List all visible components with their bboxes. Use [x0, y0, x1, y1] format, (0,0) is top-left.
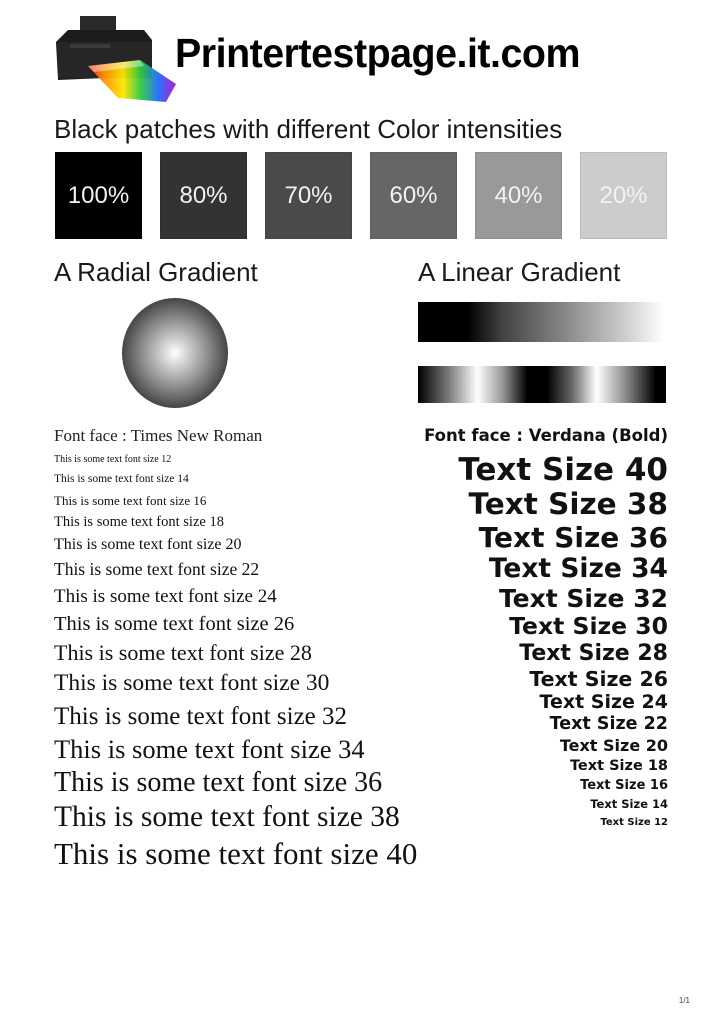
times-line: This is some text font size 18: [54, 513, 224, 530]
times-line: This is some text font size 36: [54, 767, 383, 798]
times-line: This is some text font size 24: [54, 585, 277, 607]
times-line: This is some text font size 32: [54, 702, 348, 730]
times-line: This is some text font size 40: [54, 835, 418, 871]
linear-gradient-heading: A Linear Gradient: [418, 257, 621, 287]
times-line: This is some text font size 12: [54, 454, 172, 465]
verdana-line: Text Size 32: [498, 584, 668, 613]
times-line: This is some text font size 38: [54, 801, 400, 833]
patch-60: [370, 152, 457, 239]
radial-gradient-heading: A Radial Gradient: [54, 257, 258, 287]
times-line: This is some text font size 26: [54, 612, 295, 635]
patch-70: [265, 152, 352, 239]
patch-80: [160, 152, 247, 239]
times-line: This is some text font size 28: [54, 640, 312, 665]
patches-heading: Black patches with different Color intensities: [54, 114, 563, 144]
verdana-line: Text Size 20: [559, 735, 668, 755]
banded-gradient-swatch: [418, 366, 666, 403]
verdana-line: Text Size 34: [488, 552, 668, 584]
verdana-line: Text Size 30: [509, 612, 668, 640]
patch-100: [55, 152, 142, 239]
verdana-line: Text Size 12: [600, 816, 668, 828]
times-size-list: [54, 455, 417, 869]
verdana-line: Text Size 28: [519, 640, 668, 666]
verdana-line: Text Size 38: [468, 487, 668, 521]
times-line: This is some text font size 20: [54, 536, 242, 553]
patch-label: 60%: [389, 181, 438, 209]
patch-label: 40%: [494, 181, 543, 209]
verdana-line: Text Size 18: [569, 757, 668, 774]
verdana-line: Text Size 14: [590, 797, 668, 811]
times-line: This is some text font size 16: [54, 492, 207, 508]
intensity-patches: [55, 152, 667, 239]
times-line: This is some text font size 22: [54, 559, 260, 579]
verdana-line: Text Size 40: [458, 452, 668, 488]
patch-20: [580, 152, 667, 239]
times-line: This is some text font size 14: [54, 473, 189, 485]
patch-label: 80%: [179, 181, 228, 209]
times-font-heading: Font face : Times New Roman: [54, 426, 263, 445]
verdana-size-list: [458, 452, 668, 828]
radial-gradient-swatch: [122, 298, 228, 408]
linear-gradient-swatch: [418, 302, 663, 342]
patch-label: 20%: [599, 181, 648, 209]
patch-label: 70%: [284, 181, 333, 209]
verdana-line: Text Size 26: [529, 666, 668, 691]
verdana-line: Text Size 16: [580, 778, 668, 793]
verdana-line: Text Size 24: [539, 691, 668, 713]
patch-label: 100%: [67, 181, 130, 209]
times-line: This is some text font size 34: [54, 733, 365, 764]
page-number: 1/1: [678, 996, 690, 1005]
times-line: This is some text font size 30: [54, 670, 330, 696]
verdana-font-heading: Font face : Verdana (Bold): [424, 426, 668, 445]
verdana-line: Text Size 36: [478, 520, 668, 554]
patch-40: [475, 152, 562, 239]
site-title: Printertestpage.it.com: [175, 30, 581, 76]
verdana-line: Text Size 22: [549, 714, 668, 734]
printer-logo-icon: [48, 14, 180, 106]
